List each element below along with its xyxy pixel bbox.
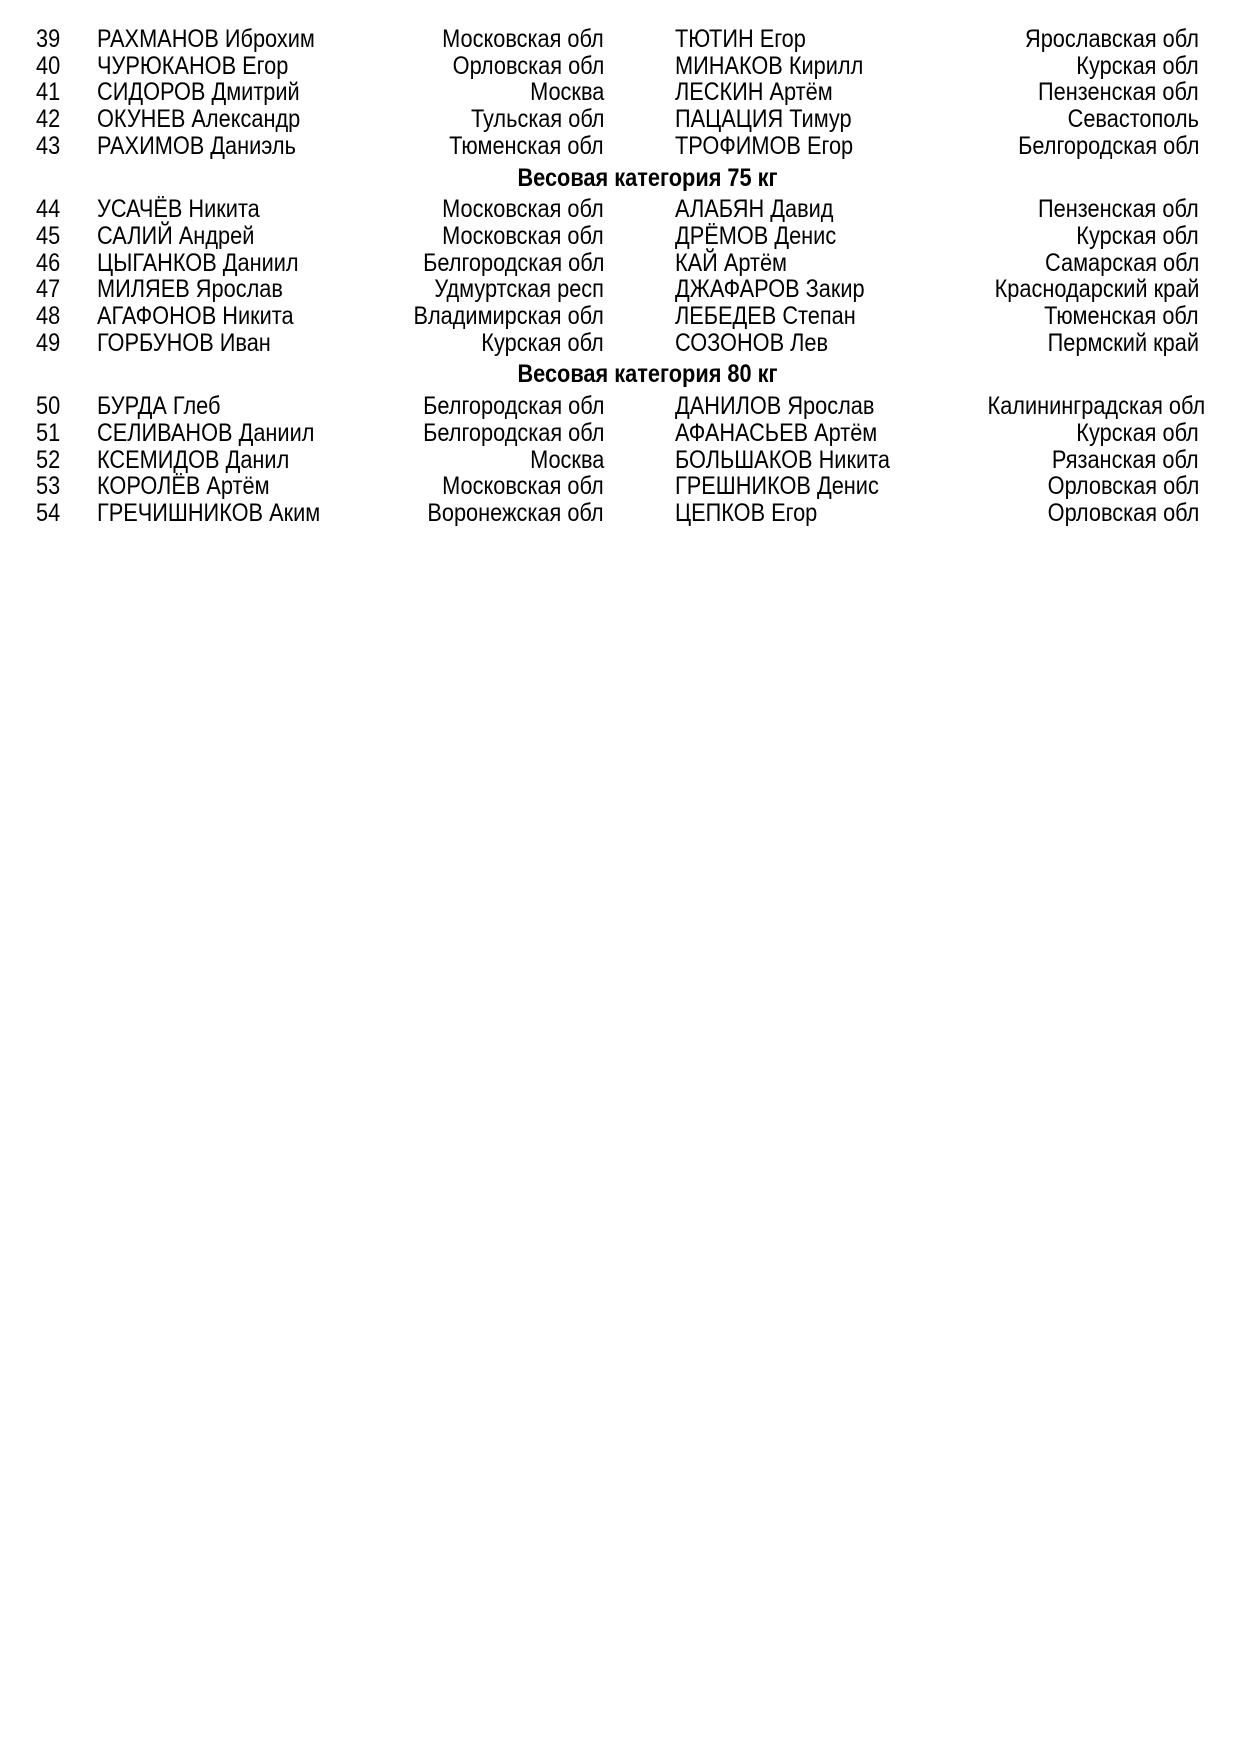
participant-name-2: ДЖАФАРОВ Закир	[675, 275, 865, 304]
participant-name-1: СЕЛИВАНОВ Даниил	[97, 418, 315, 447]
participant-name-2: БОЛЬШАКОВ Никита	[675, 445, 890, 474]
participant-name-2: КАЙ Артём	[675, 248, 787, 277]
column-spacer	[604, 500, 675, 527]
column-spacer	[604, 250, 675, 277]
participant-number: 48	[36, 302, 61, 331]
participant-name-1: РАХМАНОВ Иброхим	[97, 25, 315, 53]
participant-name-1: КСЕМИДОВ Данил	[97, 445, 290, 474]
participant-row	[36, 133, 1199, 160]
participant-name-1: РАХИМОВ Даниэль	[97, 131, 296, 160]
participant-name-2: ЦЕПКОВ Егор	[675, 498, 818, 527]
participant-number: 52	[36, 445, 61, 474]
participant-name-1: САЛИЙ Андрей	[97, 221, 255, 250]
column-spacer	[604, 473, 675, 500]
participant-region-1: Москва	[529, 445, 604, 474]
participant-region-2: Севастополь	[1067, 105, 1199, 134]
participant-region-1: Московская обл	[442, 472, 604, 501]
participant-name-1: МИЛЯЕВ Ярослав	[97, 275, 283, 304]
participant-name-2: ГРЕШНИКОВ Денис	[675, 472, 879, 501]
participant-name-2: АЛАБЯН Давид	[675, 195, 834, 224]
participant-row	[36, 420, 1199, 447]
column-spacer	[604, 276, 675, 303]
participant-region-2: Ярославская обл	[1025, 25, 1199, 53]
participant-region-1: Москва	[529, 78, 604, 107]
participant-region-2: Калининградская обл	[987, 392, 1206, 421]
participant-number: 51	[36, 418, 61, 447]
participant-region-1: Удмуртская респ	[434, 275, 604, 304]
column-spacer	[604, 447, 675, 474]
participant-row	[36, 303, 1199, 330]
column-spacer	[604, 393, 675, 420]
participant-name-1: КОРОЛЁВ Артём	[97, 472, 270, 501]
participant-region-2: Орловская обл	[1047, 472, 1199, 501]
participant-number: 47	[36, 275, 61, 304]
participant-name-1: ГОРБУНОВ Иван	[97, 328, 271, 357]
participant-region-2: Самарская обл	[1044, 248, 1199, 277]
column-spacer	[604, 53, 675, 80]
column-spacer	[604, 420, 675, 447]
participant-name-2: ЛЕСКИН Артём	[675, 78, 833, 107]
weight-category-header: Весовая категория 75 кг	[517, 163, 779, 192]
participant-row	[36, 330, 1199, 357]
participant-row	[36, 392, 1206, 421]
participant-region-1: Московская обл	[442, 25, 604, 53]
participant-region-2: Белгородская обл	[1017, 131, 1199, 160]
participant-number: 41	[36, 78, 61, 107]
column-spacer	[604, 106, 675, 133]
column-spacer	[604, 133, 675, 160]
participant-region-1: Московская обл	[442, 195, 604, 224]
participant-number: 42	[36, 105, 61, 134]
participant-region-1: Тюменская обл	[449, 131, 604, 160]
participant-name-1: ЧУРЮКАНОВ Егор	[97, 51, 289, 80]
participant-row	[36, 473, 1199, 500]
participant-row	[36, 196, 1199, 223]
participant-region-2: Пермский край	[1047, 328, 1199, 357]
participant-name-2: ДРЁМОВ Денис	[675, 221, 837, 250]
participant-region-1: Орловская обл	[452, 51, 604, 80]
participant-number: 39	[36, 25, 61, 53]
participant-number: 43	[36, 131, 61, 160]
participant-name-1: АГАФОНОВ Никита	[97, 302, 294, 331]
participant-number: 54	[36, 498, 61, 527]
participant-number: 40	[36, 51, 61, 80]
participant-name-2: ТРОФИМОВ Егор	[675, 131, 854, 160]
participant-name-2: АФАНАСЬЕВ Артём	[675, 418, 878, 447]
participant-name-2: ТЮТИН Егор	[675, 25, 806, 53]
participant-row	[36, 79, 1199, 106]
participant-region-1: Московская обл	[442, 221, 604, 250]
participant-name-1: БУРДА Глеб	[97, 392, 221, 421]
participant-number: 46	[36, 248, 61, 277]
participant-region-1: Тульская обл	[470, 105, 604, 134]
participant-number: 45	[36, 221, 61, 250]
participant-number: 49	[36, 328, 61, 357]
participant-region-1: Белгородская обл	[422, 248, 604, 277]
participant-name-2: ПАЦАЦИЯ Тимур	[675, 105, 852, 134]
participant-region-2: Курская обл	[1076, 51, 1199, 80]
participant-region-2: Орловская обл	[1047, 498, 1199, 527]
participant-name-2: ЛЕБЕДЕВ Степан	[675, 302, 856, 331]
participant-region-1: Белгородская обл	[422, 392, 604, 421]
participant-name-2: ДАНИЛОВ Ярослав	[675, 392, 875, 421]
participant-name-1: СИДОРОВ Дмитрий	[97, 78, 300, 107]
participant-region-2: Пензенская обл	[1038, 78, 1199, 107]
participant-row	[36, 53, 1199, 80]
participant-name-2: СОЗОНОВ Лев	[675, 328, 829, 357]
participant-name-1: ОКУНЕВ Александр	[97, 105, 301, 134]
column-spacer	[604, 330, 675, 357]
participant-region-2: Курская обл	[1076, 221, 1199, 250]
participant-region-2: Краснодарский край	[994, 275, 1199, 304]
participant-region-1: Воронежская обл	[427, 498, 604, 527]
weight-category-header: Весовая категория 80 кг	[517, 360, 779, 389]
participant-row	[36, 500, 1199, 527]
participants-list	[36, 25, 1206, 527]
column-spacer	[604, 303, 675, 330]
participant-row	[36, 250, 1199, 277]
participant-number: 44	[36, 195, 61, 224]
participant-region-1: Владимирская обл	[413, 302, 604, 331]
participant-row	[36, 223, 1199, 250]
participant-name-2: МИНАКОВ Кирилл	[675, 51, 864, 80]
participant-name-1: ЦЫГАНКОВ Даниил	[97, 248, 299, 277]
column-spacer	[604, 223, 675, 250]
participant-row	[36, 447, 1199, 474]
participant-row	[36, 106, 1199, 133]
participant-region-2: Рязанская обл	[1052, 445, 1199, 474]
participant-region-1: Курская обл	[481, 328, 604, 357]
column-spacer	[604, 79, 675, 106]
participant-number: 53	[36, 472, 61, 501]
participant-number: 50	[36, 392, 61, 421]
participant-name-1: ГРЕЧИШНИКОВ Аким	[97, 498, 321, 527]
participant-row	[36, 276, 1199, 303]
column-spacer	[604, 196, 675, 223]
participant-row	[36, 26, 1199, 53]
participant-region-2: Пензенская обл	[1038, 195, 1199, 224]
participant-region-1: Белгородская обл	[422, 418, 604, 447]
participant-name-1: УСАЧЁВ Никита	[97, 195, 260, 224]
column-spacer	[604, 26, 675, 53]
participant-region-2: Тюменская обл	[1044, 302, 1199, 331]
participant-region-2: Курская обл	[1076, 418, 1199, 447]
